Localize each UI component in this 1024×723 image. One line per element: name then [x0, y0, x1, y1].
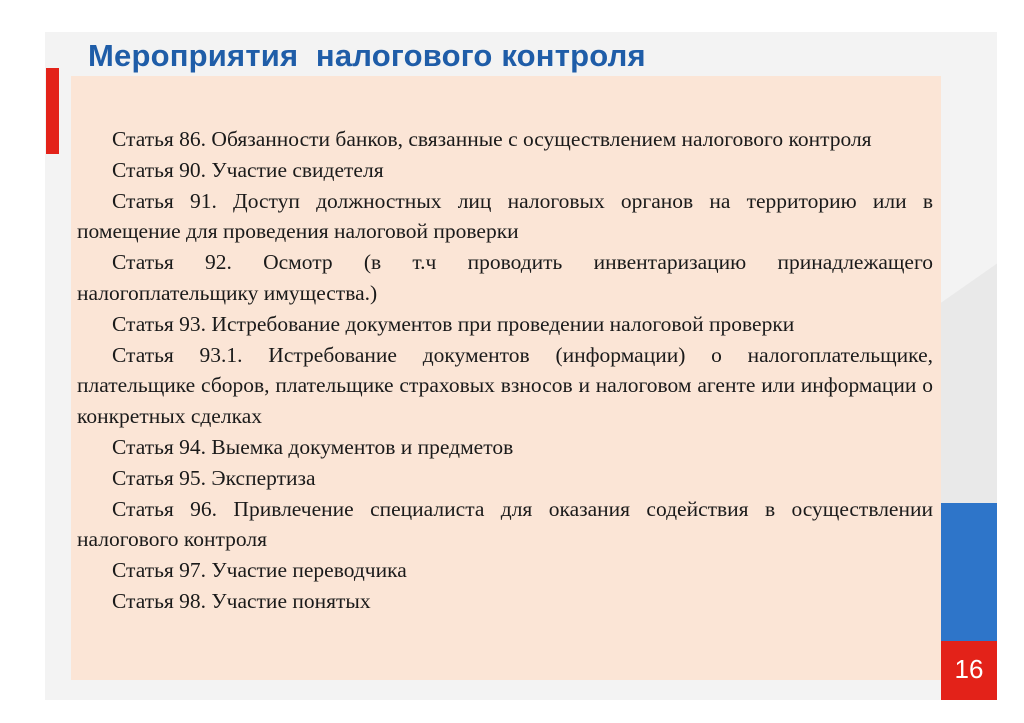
slide-title: Мероприятия налогового контроля	[88, 38, 646, 73]
article-item: Статья 95. Экспертиза	[112, 465, 316, 490]
article-item: Статья 91. Доступ должностных лиц налоговых органов на территорию или в помещение для проведения налоговой проверки	[77, 188, 933, 244]
article-item: Статья 86. Обязанности банков, связанные с осуществлением налогового контроля	[112, 127, 872, 151]
decorative-blue-bar	[941, 503, 997, 641]
page-number-box	[941, 641, 997, 700]
article-item: Статья 92. Осмотр (в т.ч проводить инвентаризацию принадлежащего налогоплательщику имущества.)	[77, 250, 933, 305]
article-item: Статья 90. Участие свидетеля	[112, 157, 384, 182]
page-number: 16	[954, 654, 984, 684]
title-accent-bar	[46, 68, 59, 154]
articles-list	[77, 124, 933, 617]
article-item: Статья 96. Привлечение специалиста для оказания содействия в осуществлении налогового контроля	[77, 496, 933, 552]
content-box	[71, 76, 941, 680]
article-item: Статья 97. Участие переводчика	[112, 558, 407, 583]
article-item: Статья 93.1. Истребование документов (информации) о налогоплательщике, плательщике сборов, плательщике страховых взносов и налоговом агенте или информации о конкретных сделках	[77, 342, 933, 429]
article-item: Статья 98. Участие понятых	[112, 588, 371, 613]
article-item: Статья 93. Истребование документов при проведении налоговой проверки	[112, 311, 795, 336]
article-item: Статья 94. Выемка документов и предметов	[112, 434, 514, 459]
